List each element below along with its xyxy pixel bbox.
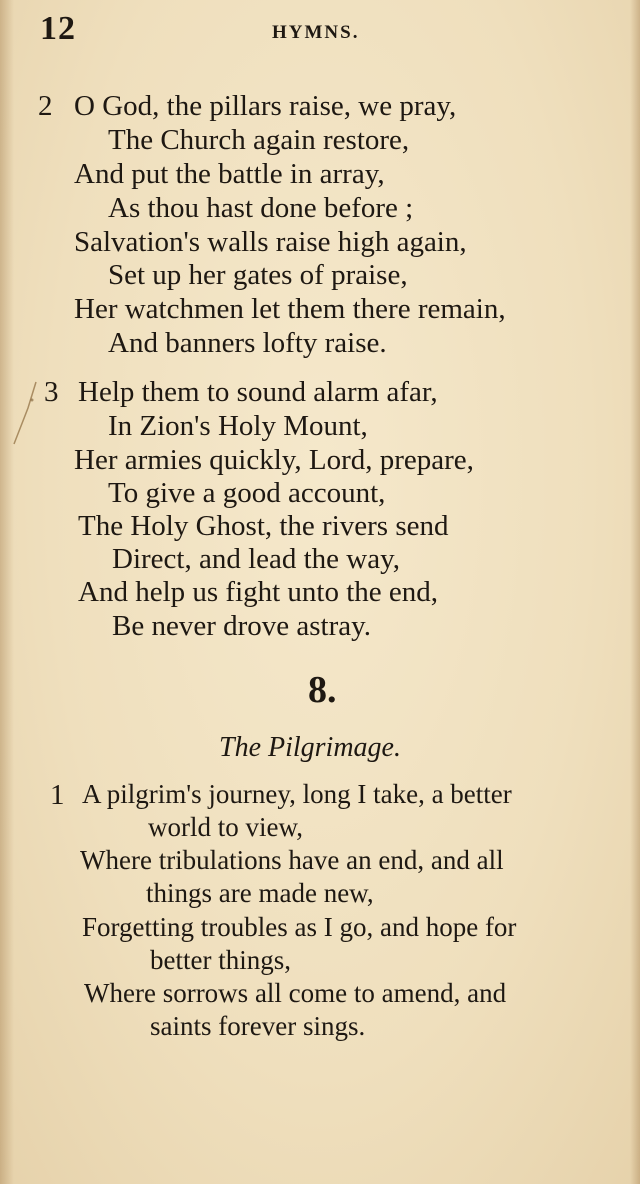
verse-line: O God, the pillars raise, we pray, <box>74 90 457 122</box>
stanza-number: 3 <box>44 376 59 408</box>
verse-line: Forgetting troubles as I go, and hope for <box>82 912 517 942</box>
verse-line: Help them to sound alarm afar, <box>78 376 438 408</box>
verse-line: Her watchmen let them there remain, <box>74 293 506 325</box>
verse-line: As thou hast done before ; <box>108 192 414 224</box>
verse-line: To give a good account, <box>108 477 386 509</box>
running-head: HYMNS. <box>272 22 360 43</box>
margin-mark <box>6 378 40 458</box>
verse-line: world to view, <box>148 812 303 842</box>
verse-line: Where sorrows all come to amend, and <box>84 978 507 1008</box>
page-edge-shadow-left <box>0 0 14 1184</box>
verse-line: And help us fight unto the end, <box>78 576 439 608</box>
verse-line: Be never drove astray. <box>112 610 372 642</box>
page-edge-shadow-right <box>630 0 640 1184</box>
verse-line: things are made new, <box>146 878 374 908</box>
verse-line: Set up her gates of praise, <box>108 259 408 291</box>
verse-line: The Church again restore, <box>108 124 410 156</box>
verse-line: Salvation's walls raise high again, <box>74 226 467 258</box>
verse-line: Where tribulations have an end, and all <box>80 845 504 875</box>
stanza-number: 2 <box>38 90 53 122</box>
hymn-number: 8. <box>308 669 337 711</box>
verse-line: In Zion's Holy Mount, <box>108 410 368 442</box>
verse-line: better things, <box>150 945 291 975</box>
hymn-title: The Pilgrimage. <box>219 732 401 763</box>
verse-line: The Holy Ghost, the rivers send <box>78 510 449 542</box>
verse-line: Direct, and lead the way, <box>112 543 400 575</box>
page-number: 12 <box>40 10 76 47</box>
verse-line: And put the battle in array, <box>74 158 385 190</box>
stanza-number: 1 <box>50 779 65 811</box>
verse-line: And banners lofty raise. <box>108 327 387 359</box>
verse-line: A pilgrim's journey, long I take, a better <box>82 779 512 809</box>
verse-line: saints forever sings. <box>150 1011 366 1041</box>
verse-line: Her armies quickly, Lord, prepare, <box>74 444 474 476</box>
